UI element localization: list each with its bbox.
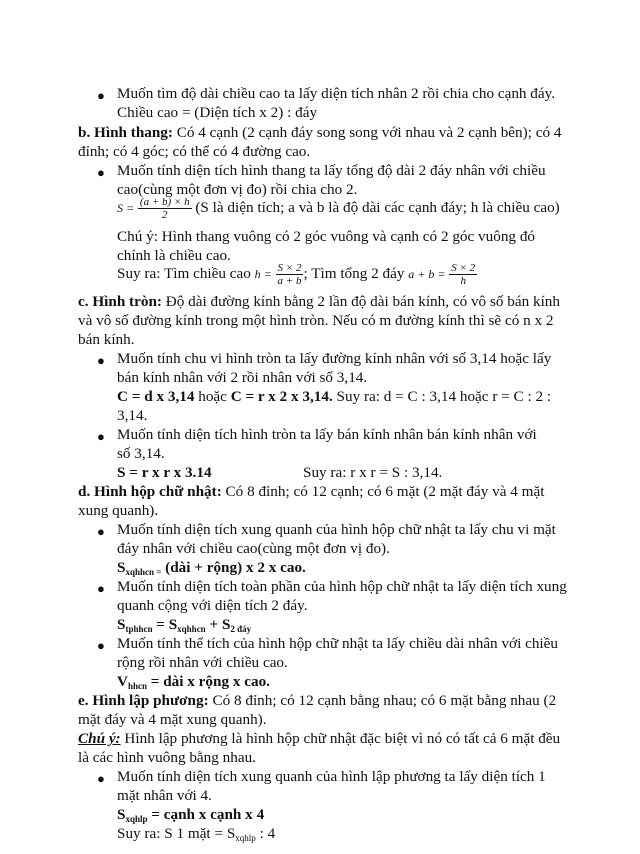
bullet: ● [97,88,105,103]
text-line: xung quanh). [78,502,159,519]
text-line: Muốn tính diện tích xung quanh của hình hộp chữ nhật ta lấy chu vi mặt [117,521,556,538]
text-line: Muốn tính chu vi hình tròn ta lấy đường kính nhân với số 3,14 hoặc lấy [117,350,552,367]
bullet: ● [97,429,105,444]
bullet: ● [97,165,105,180]
box-volume-formula: $V_{hhcn}$ = dài x rộng x cao. [117,673,270,691]
bullet: ● [97,771,105,786]
note-line: Chú ý: Hình lập phương là hình hộp chữ nhật đặc biệt vì nó có tất cả 6 mặt đều [78,730,561,747]
text-line: Muốn tính diện tích toàn phần của hình hộp chữ nhật ta lấy diện tích xung [117,578,567,595]
box-lateral-area-formula: $S_{xqhhcn =}$ (dài + rộng) x 2 x cao. [117,559,306,577]
text-line: mặt đáy và 4 mặt xung quanh). [78,711,267,728]
text-line: là các hình vuông bằng nhau. [78,749,256,766]
text-line: Muốn tính diện tích xung quanh của hình lập phương ta lấy diện tích 1 [117,768,546,785]
text-line: cao(cùng một đơn vị đo) rồi chia cho 2. [117,181,358,198]
text-line: Muốn tính thể tích của hình hộp chữ nhật ta lấy chiều dài nhân với chiều [117,635,558,652]
text-line: Muốn tính diện tích hình thang ta lấy tổng độ dài 2 đáy nhân với chiều [117,162,546,179]
section-heading-b: b. Hình thang: Có 4 cạnh (2 cạnh đáy song song với nhau và 2 cạnh bên); có 4 [78,124,562,141]
text-line: bán kính. [78,331,135,348]
box-total-area-formula: $S_{tphhcn} = S_{xqhhcn} + S_{2 đáy}$ [117,616,252,634]
section-heading-d: d. Hình hộp chữ nhật: Có 8 đỉnh; có 12 cạnh; có 6 mặt (2 mặt đáy và 4 mặt [78,483,545,500]
text-line: chính là chiều cao. [117,247,231,264]
text-line: số 3,14. [117,445,165,462]
text-line: Chiều cao = (Diện tích x 2) : đáy [117,104,318,121]
cube-lateral-area-formula: $S_{xqhlp}$ = cạnh x cạnh x 4 [117,806,265,824]
circle-area-formula: S = r x r x 3.14 [117,464,212,481]
text-line: Muốn tìm độ dài chiều cao ta lấy diện tích nhân 2 rồi chia cho cạnh đáy. [117,85,556,102]
text-line: mặt nhân với 4. [117,787,212,804]
text-line: rộng rồi nhân với chiều cao. [117,654,288,671]
bullet: ● [97,581,105,596]
section-heading-c: c. Hình tròn: Độ dài đường kính bằng 2 lần độ dài bán kính, có vô số bán kính [78,293,560,310]
bullet: ● [97,353,105,368]
text-line: và vô số đường kính trong một hình tròn. Nếu có m đường kính thì sẽ có n x 2 [78,312,554,329]
text-line: bán kính nhân với 2 rồi nhân với số 3,14. [117,369,368,386]
text-line: Chú ý: Hình thang vuông có 2 góc vuông và cạnh có 2 góc vuông đó [117,228,536,245]
bullet: ● [97,638,105,653]
text-line: 3,14. [117,407,148,424]
text-line: đáy nhân với chiều cao(cùng một đơn vị đo). [117,540,390,557]
section-heading-e: e. Hình lập phương: Có 8 đỉnh; có 12 cạnh bằng nhau; có 6 mặt bằng nhau (2 [78,692,557,709]
bullet: ● [97,524,105,539]
text-line: Suy ra: r x r = S : 3,14. [303,464,443,481]
text-line: Muốn tính diện tích hình tròn ta lấy bán kính nhân bán kính nhân với [117,426,537,443]
text-line: đỉnh; có 4 góc; có thể có 4 đường cao. [78,143,311,160]
trapezoid-area-formula: S = $\frac{(a + b) \times h}{2}$ (S là diện tích; a và b là độ dài các cạnh đáy; h là chiều cao) [117,196,560,221]
trapezoid-derived-formulas: Suy ra: Tìm chiều cao h = $\frac{S \times 2}{a + b}$ ; Tìm tổng 2 đáy a + b = $\frac{S \times 2}{h}$ [117,262,476,287]
cube-face-formula: Suy ra: S 1 mặt = $S_{xqhlp}$ : 4 [117,825,276,843]
text-line: quanh cộng với diện tích 2 đáy. [117,597,308,614]
circle-perimeter-formula: C = d x 3,14 hoặc C = r x 2 x 3,14. Suy ra: d = C : 3,14 hoặc r = C : 2 : [117,388,552,405]
